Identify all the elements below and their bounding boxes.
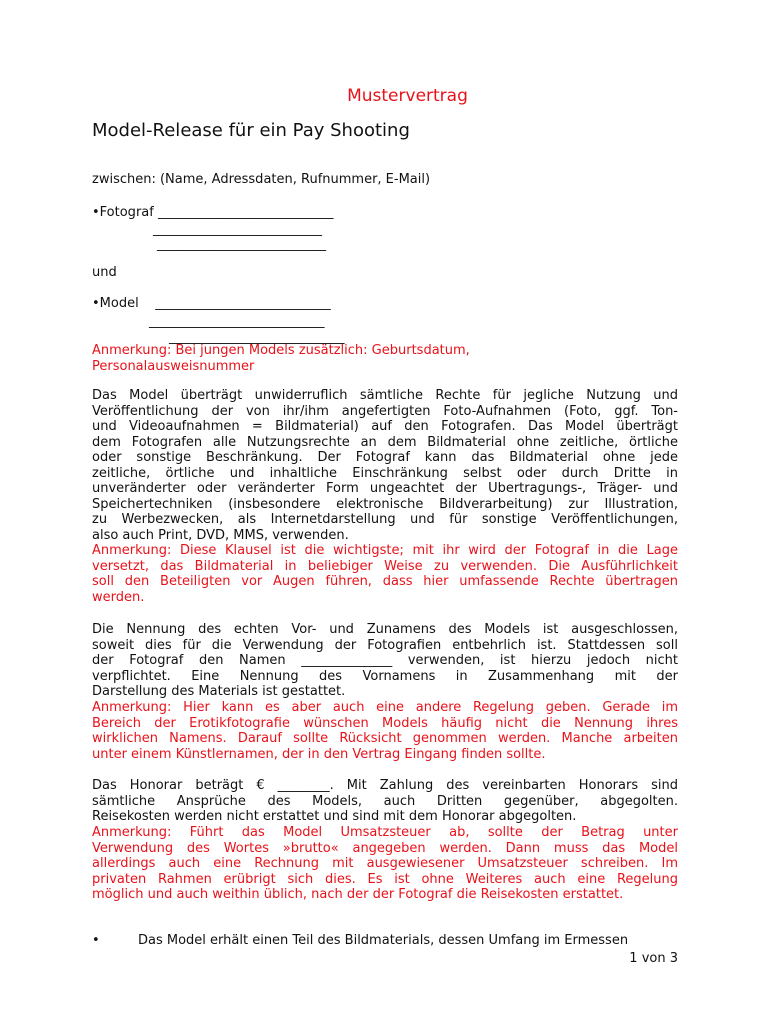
name-usage-paragraph [92, 622, 678, 700]
bullet-item-text: Das Model erhält einen Teil des Bildmaterials, dessen Umfang im Ermessen [138, 933, 629, 948]
note-line: soll den Beteiligten vor Augen führen, dass hier umfassende Rechte übertragen [92, 574, 678, 589]
note-line: privaten Rahmen erübrigt sich dies. Es ist ohne Weiteres auch eine Regelung [92, 871, 678, 887]
paragraph-line: also auch Print, DVD, MMS, verwenden. [92, 527, 349, 543]
note-line: Personalausweisnummer [92, 358, 255, 374]
note-line: Verwendung des Wortes »brutto« angegeben werden. Dann muss das Model [92, 840, 678, 856]
note-clause-importance [92, 543, 678, 605]
note-line: wirklichen Namens. Darauf sollte Rücksicht genommen werden. Manche arbeiten [92, 731, 678, 746]
note-line: Anmerkung: Bei jungen Models zusätzlich: Geburtsdatum, [92, 343, 470, 358]
note-vat [92, 825, 678, 903]
paragraph-line: oder sonstige Beschränkung. Der Fotograf kann das Bildmaterial ohne jede [92, 450, 678, 465]
paragraph-line: Das Honorar beträgt € ________. Mit Zahlung des vereinbarten Honorars sind [92, 778, 678, 793]
document-title: Mustervertrag [347, 86, 468, 106]
note-young-models [92, 343, 678, 374]
bullet-marker: • [92, 933, 100, 948]
note-line: möglich und auch weithin üblich, nach der der Fotograf die Reisekosten erstattet. [92, 887, 624, 902]
photographer-line: •Fotograf ___________________________ [92, 205, 334, 220]
note-line: Anmerkung: Hier kann es aber auch eine andere Regelung geben. Gerade im [92, 700, 678, 715]
paragraph-line: soweit dies für die Verwendung der Fotografien entbehrlich ist. Stattdessen soll [92, 637, 678, 653]
note-line: Bereich der Erotikfotografie wünschen Models häufig nicht die Nennung ihres [92, 715, 678, 731]
paragraph-line: und Videoaufnahmen = Bildmaterial) auf den Fotografen. Das Model überträgt [92, 419, 678, 434]
paragraph-line: zeitliche, örtliche und inhaltliche Einschränkung selbst oder durch Dritte in [92, 465, 678, 481]
paragraph-line: Veröffentlichung der von ihr/ihm angefertigten Foto-Aufnahmen (Foto, ggf. Ton- [92, 403, 678, 419]
paragraph-line: sämtliche Ansprüche des Models, auch Dritten gegenüber, abgegolten. [92, 793, 678, 809]
rights-transfer-paragraph [92, 388, 678, 543]
paragraph-line: Die Nennung des echten Vor- und Zunamens des Models ist ausgeschlossen, [92, 622, 678, 637]
paragraph-line: verpflichtet. Eine Nennung des Vornamens in Zusammenhang mit der [92, 668, 678, 684]
note-name-regulation [92, 700, 678, 762]
document-subtitle: Model-Release für ein Pay Shooting [92, 120, 410, 141]
model-blank-2: ___________________________ [169, 330, 345, 345]
model-blank-1: ___________________________ [149, 314, 325, 329]
note-line: werden. [92, 589, 145, 605]
paragraph-line: Speichertechniken (insbesondere elektronische Bildverarbeitung) zur Illustration, [92, 496, 678, 512]
parties-intro: zwischen: (Name, Adressdaten, Rufnummer, E-Mail) [92, 172, 431, 187]
note-line: unter einem Künstlernamen, der in den Vertrag Eingang finden sollte. [92, 746, 546, 762]
paragraph-line: unveränderter oder veränderter Form ungeachtet der Übertragungs-, Träger- und [92, 481, 678, 496]
paragraph-line: der Fotograf den Namen ______________ verwenden, ist hierzu jedoch nicht [92, 653, 678, 668]
page-number: 1 von 3 [629, 951, 678, 966]
fee-paragraph [92, 778, 678, 825]
photographer-blank-1: __________________________ [153, 222, 322, 237]
paragraph-line: Reisekosten werden nicht erstattet und sind mit dem Honorar abgegolten. [92, 809, 577, 824]
note-line: Anmerkung: Führt das Model Umsatzsteuer ab, sollte der Betrag unter [92, 825, 678, 840]
photographer-blank-2: __________________________ [157, 237, 326, 252]
paragraph-line: dem Fotografen alle Nutzungsrechte an dem Bildmaterial ohne zeitliche, örtliche [92, 434, 678, 450]
and-label: und [92, 265, 117, 280]
note-line: allerdings auch eine Rechnung mit ausgewiesener Umsatzsteuer schreiben. Im [92, 856, 678, 871]
paragraph-line: zu Werbezwecken, als Internetdarstellung und für sonstige Veröffentlichungen, [92, 512, 678, 527]
paragraph-line: Das Model überträgt unwiderruflich sämtliche Rechte für jegliche Nutzung und [92, 388, 678, 403]
note-line: versetzt, das Bildmaterial in beliebiger Weise zu verwenden. Die Ausführlichkeit [92, 558, 678, 574]
model-line: •Model ___________________________ [92, 296, 331, 311]
paragraph-line: Darstellung des Materials ist gestattet. [92, 684, 346, 699]
note-line: Anmerkung: Diese Klausel ist die wichtigste; mit ihr wird der Fotograf in die Lage [92, 543, 678, 558]
